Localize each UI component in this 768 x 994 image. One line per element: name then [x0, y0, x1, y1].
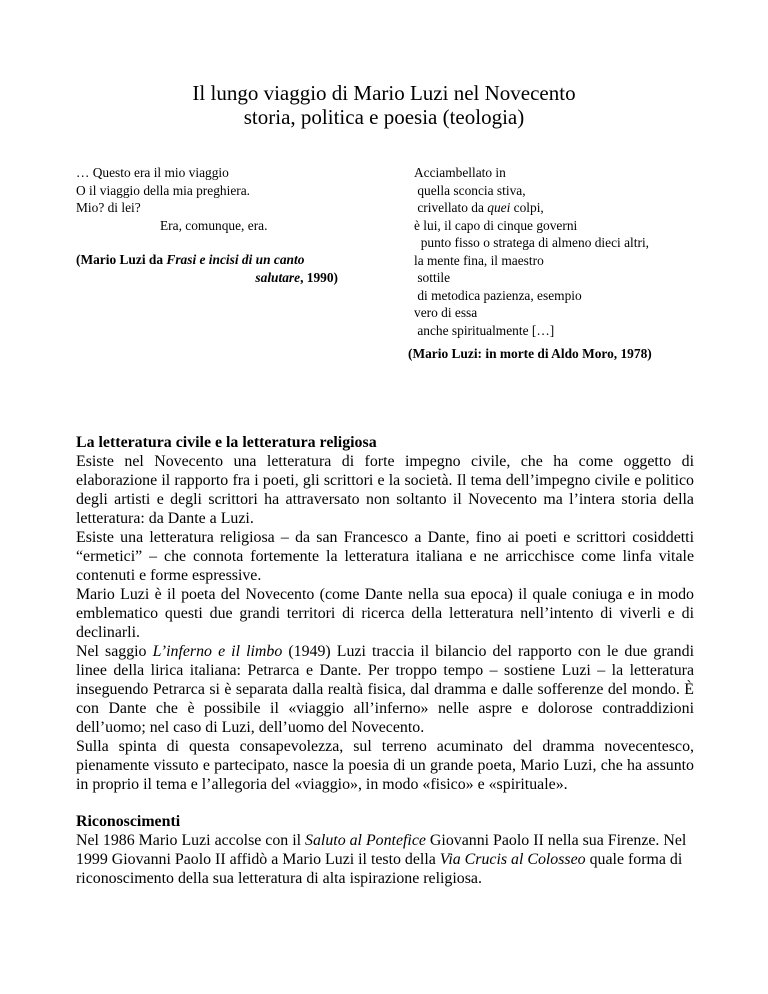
- paragraph: Sulla spinta di questa consapevolezza, sul terreno acuminato del dramma novecentesco, pienamente vissuto e partecipato, nasce la poesia di un grande poeta, Mario Luzi, che ha assunto in proprio il tema e l’allegoria del «viaggio», in modo «fisico» e «spirituale».: [76, 738, 694, 793]
- section-heading: La letteratura civile e la letteratura religiosa: [76, 434, 377, 451]
- citation-work-title: Frasi e incisi di un canto: [166, 252, 305, 267]
- poem-line: di metodica pazienza, esempio: [414, 287, 582, 303]
- title-line-1: Il lungo viaggio di Mario Luzi nel Novecento: [192, 81, 576, 105]
- paragraph: Nel saggio L’inferno e il limbo (1949) Luzi traccia il bilancio del rapporto con le due grandi linee della lirica italiana: Petrarca e Dante. Per troppo tempo – sostiene Luzi – la letteratura inseguendo Petrarca si è separata dalla realtà fisica, dal dramma e dalle sofferenze del mondo. È con Dante che è possibile il «viaggio all’inferno» nelle aspre e dolorose contraddizioni dell’uomo; nel caso di Luzi, dell’uomo del Novecento.: [76, 643, 694, 736]
- poem-line: punto fisso o stratega di almeno dieci altri,: [414, 235, 650, 250]
- poem-line: Acciambellato in: [414, 165, 506, 180]
- epigraph-right-citation: (Mario Luzi: in morte di Aldo Moro, 1978): [408, 346, 652, 361]
- citation-author: (Mario Luzi da: [76, 252, 167, 267]
- work-title: Via Crucis al Colosseo: [439, 851, 586, 868]
- epigraph-left: [76, 164, 338, 286]
- work-title: Saluto al Pontefice: [305, 832, 426, 849]
- poem-italic-word: quei: [487, 200, 511, 215]
- citation-work-title-cont: salutare: [255, 269, 301, 285]
- epigraph-line: Mio? di lei?: [76, 200, 141, 215]
- document-title: [0, 81, 768, 129]
- body-text: [76, 433, 694, 888]
- poem-line: vero di essa: [414, 305, 478, 320]
- epigraph-line-indented: Era, comunque, era.: [160, 217, 268, 233]
- epigraph-right: [408, 164, 714, 361]
- section-heading: Riconoscimenti: [76, 813, 181, 830]
- paragraph: Esiste nel Novecento una letteratura di forte impegno civile, che ha come oggetto di elaborazione il rapporto fra i poeti, gli scrittori e la società. Il tema dell’impegno civile e politico degli artisti e degli scrittori ha attraversato non soltanto il Novecento ma l’intera storia della letteratura: da Dante a Luzi.: [76, 453, 694, 527]
- poem-line: crivellato da quei colpi,: [414, 200, 544, 215]
- epigraph-left-citation: [76, 251, 338, 286]
- poem-line: la mente fina, il maestro: [414, 252, 544, 268]
- paragraph: Esiste una letteratura religiosa – da san Francesco a Dante, fino ai poeti e scrittori cosiddetti “ermetici” – che connota fortemente la letteratura italiana e ne arricchisce come linfa vitale contenuti e forme espressive.: [76, 529, 694, 584]
- citation-year: , 1990): [300, 269, 338, 285]
- paragraph: Mario Luzi è il poeta del Novecento (come Dante nella sua epoca) il quale coniuga e in modo emblematico questi due grandi territori di ricerca della letteratura nell’intento di viverli e di declinarli.: [76, 586, 694, 641]
- epigraph-line: O il viaggio della mia preghiera.: [76, 182, 251, 198]
- poem-line: è lui, il capo di cinque governi: [414, 217, 578, 233]
- poem-line: anche spiritualmente […]: [414, 322, 555, 338]
- poem-line: quella sconcia stiva,: [414, 182, 526, 198]
- paragraph: Nel 1986 Mario Luzi accolse con il Saluto al Pontefice Giovanni Paolo II nella sua Firenze. Nel 1999 Giovanni Paolo II affidò a Mario Luzi il testo della Via Crucis al Colosseo quale forma di riconoscimento della sua letteratura di alta ispirazione religiosa.: [76, 832, 687, 887]
- essay-title: L’inferno e il limbo: [152, 643, 283, 660]
- poem-line: sottile: [414, 270, 451, 285]
- epigraph-line: … Questo era il mio viaggio: [76, 165, 229, 180]
- title-line-2: storia, politica e poesia (teologia): [243, 105, 525, 129]
